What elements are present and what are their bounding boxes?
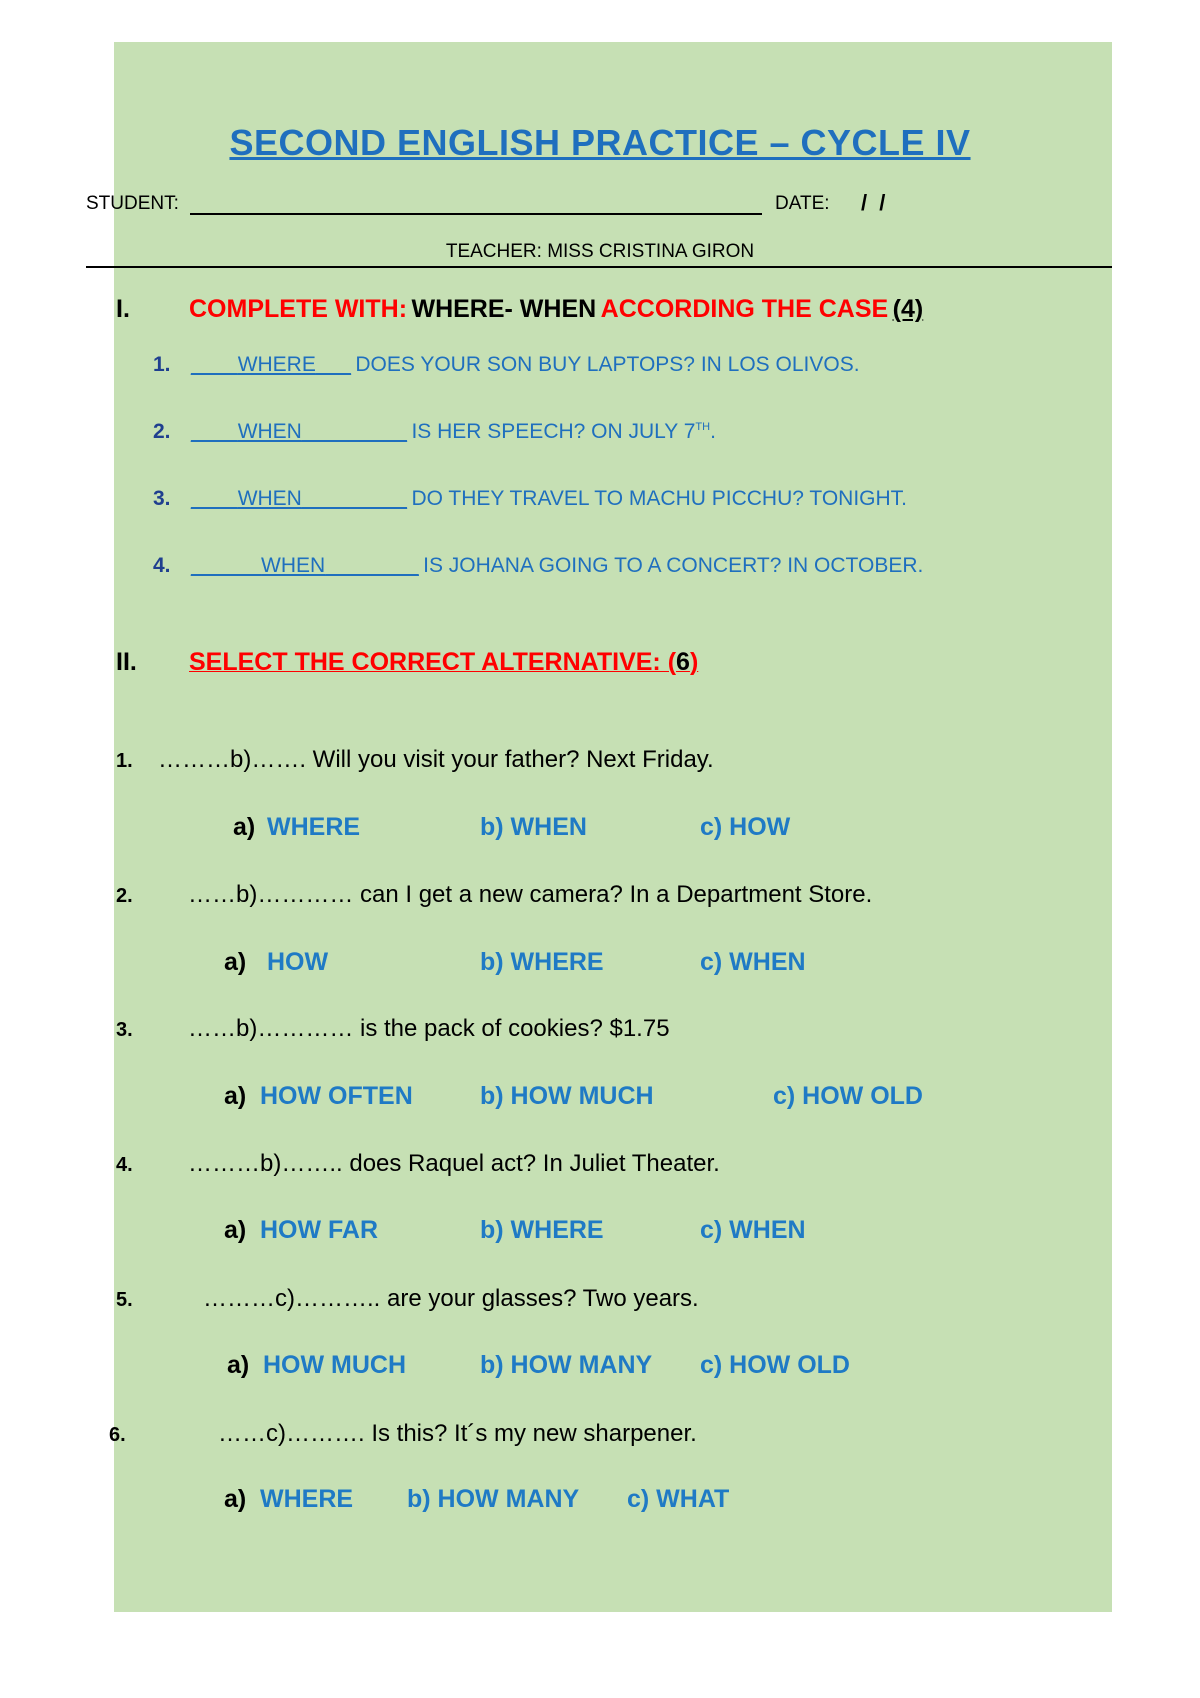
option-c[interactable]: c) HOW OLD <box>773 1082 923 1110</box>
option-a[interactable]: WHERE <box>267 813 361 841</box>
option-a[interactable]: HOW FAR <box>260 1216 379 1244</box>
date-label: DATE: <box>775 193 830 214</box>
question-text: ………c)……….. are your glasses? Two years. <box>203 1285 699 1312</box>
section1-heading-keywords: WHERE- WHEN <box>411 295 597 323</box>
option-a-label: a) <box>224 1485 247 1513</box>
option-a[interactable]: HOW OFTEN <box>260 1082 413 1110</box>
option-b[interactable]: b) HOW MANY <box>480 1351 653 1379</box>
section1-heading <box>189 295 923 324</box>
question-text: IS HER SPEECH? ON JULY 7TH. <box>411 420 716 443</box>
option-c[interactable]: c) WHEN <box>700 1216 806 1244</box>
teacher-name: TEACHER: MISS CRISTINA GIRON <box>445 241 755 262</box>
option-a[interactable]: HOW MUCH <box>263 1351 407 1379</box>
option-a-label: a) <box>224 1082 247 1110</box>
answer-blank[interactable]: ____WHEN_________ <box>190 487 407 510</box>
option-b[interactable]: b) HOW MUCH <box>480 1082 654 1110</box>
item-number: 3. <box>153 487 171 510</box>
section1-item <box>153 420 716 444</box>
section2-heading-end: ) <box>689 648 699 676</box>
question-number: 3. <box>116 1019 133 1041</box>
question-number: 6. <box>109 1424 126 1446</box>
section1-heading-part2: ACCORDING THE CASE <box>600 295 889 323</box>
section1-points: (4) <box>892 295 924 323</box>
section1-item <box>153 554 923 578</box>
option-a-label: a) <box>224 1216 247 1244</box>
section2-heading <box>189 648 698 677</box>
option-a[interactable]: WHERE <box>260 1485 354 1513</box>
option-b[interactable]: b) HOW MANY <box>407 1485 580 1513</box>
question-text: ……c)………. Is this? It´s my new sharpener. <box>218 1420 697 1447</box>
answer-blank[interactable]: ____WHERE___ <box>190 353 351 376</box>
question-text: ……b)………… can I get a new camera? In a Department Store. <box>188 881 873 908</box>
student-name-line[interactable] <box>190 213 762 215</box>
section1-heading-part1: COMPLETE WITH: <box>189 295 408 323</box>
option-b[interactable]: b) WHEN <box>480 813 587 841</box>
section2-number: II. <box>116 648 137 676</box>
option-b[interactable]: b) WHERE <box>480 948 604 976</box>
option-c[interactable]: c) WHEN <box>700 948 806 976</box>
question-number: 2. <box>116 885 133 907</box>
question-text: ………b)…….. does Raquel act? In Juliet Theater. <box>188 1150 720 1177</box>
answer-blank[interactable]: ____WHEN_________ <box>190 420 407 443</box>
section1-item <box>153 353 860 377</box>
item-number: 1. <box>153 353 171 376</box>
question-text: ……b)………… is the pack of cookies? $1.75 <box>188 1015 670 1042</box>
question-number: 1. <box>116 750 133 772</box>
question-number: 5. <box>116 1289 133 1311</box>
option-a-label: a) <box>233 813 256 841</box>
section1-number: I. <box>116 295 130 323</box>
option-a[interactable]: HOW <box>267 948 329 976</box>
option-c[interactable]: c) HOW <box>700 813 791 841</box>
student-label: STUDENT: <box>86 193 179 214</box>
section1-item <box>153 487 907 511</box>
option-c[interactable]: c) WHAT <box>627 1485 730 1513</box>
item-number: 4. <box>153 554 171 577</box>
item-number: 2. <box>153 420 171 443</box>
question-text: DOES YOUR SON BUY LAPTOPS? IN LOS OLIVOS. <box>355 353 860 376</box>
page-title: SECOND ENGLISH PRACTICE – CYCLE IV <box>229 122 971 163</box>
answer-blank[interactable]: ______WHEN________ <box>190 554 419 577</box>
question-text: IS JOHANA GOING TO A CONCERT? IN OCTOBER. <box>423 554 924 577</box>
section2-heading-text: SELECT THE CORRECT ALTERNATIVE: ( <box>189 648 677 676</box>
question-text: DO THEY TRAVEL TO MACHU PICCHU? TONIGHT. <box>411 487 907 510</box>
header-divider <box>86 266 1112 268</box>
question-text: ………b)……. Will you visit your father? Next Friday. <box>158 746 714 773</box>
date-slashes[interactable]: / / <box>861 190 886 215</box>
option-a-label: a) <box>227 1351 250 1379</box>
option-b[interactable]: b) WHERE <box>480 1216 604 1244</box>
option-a-label: a) <box>224 948 247 976</box>
question-number: 4. <box>116 1154 133 1176</box>
section2-points: 6 <box>676 648 690 676</box>
option-c[interactable]: c) HOW OLD <box>700 1351 850 1379</box>
